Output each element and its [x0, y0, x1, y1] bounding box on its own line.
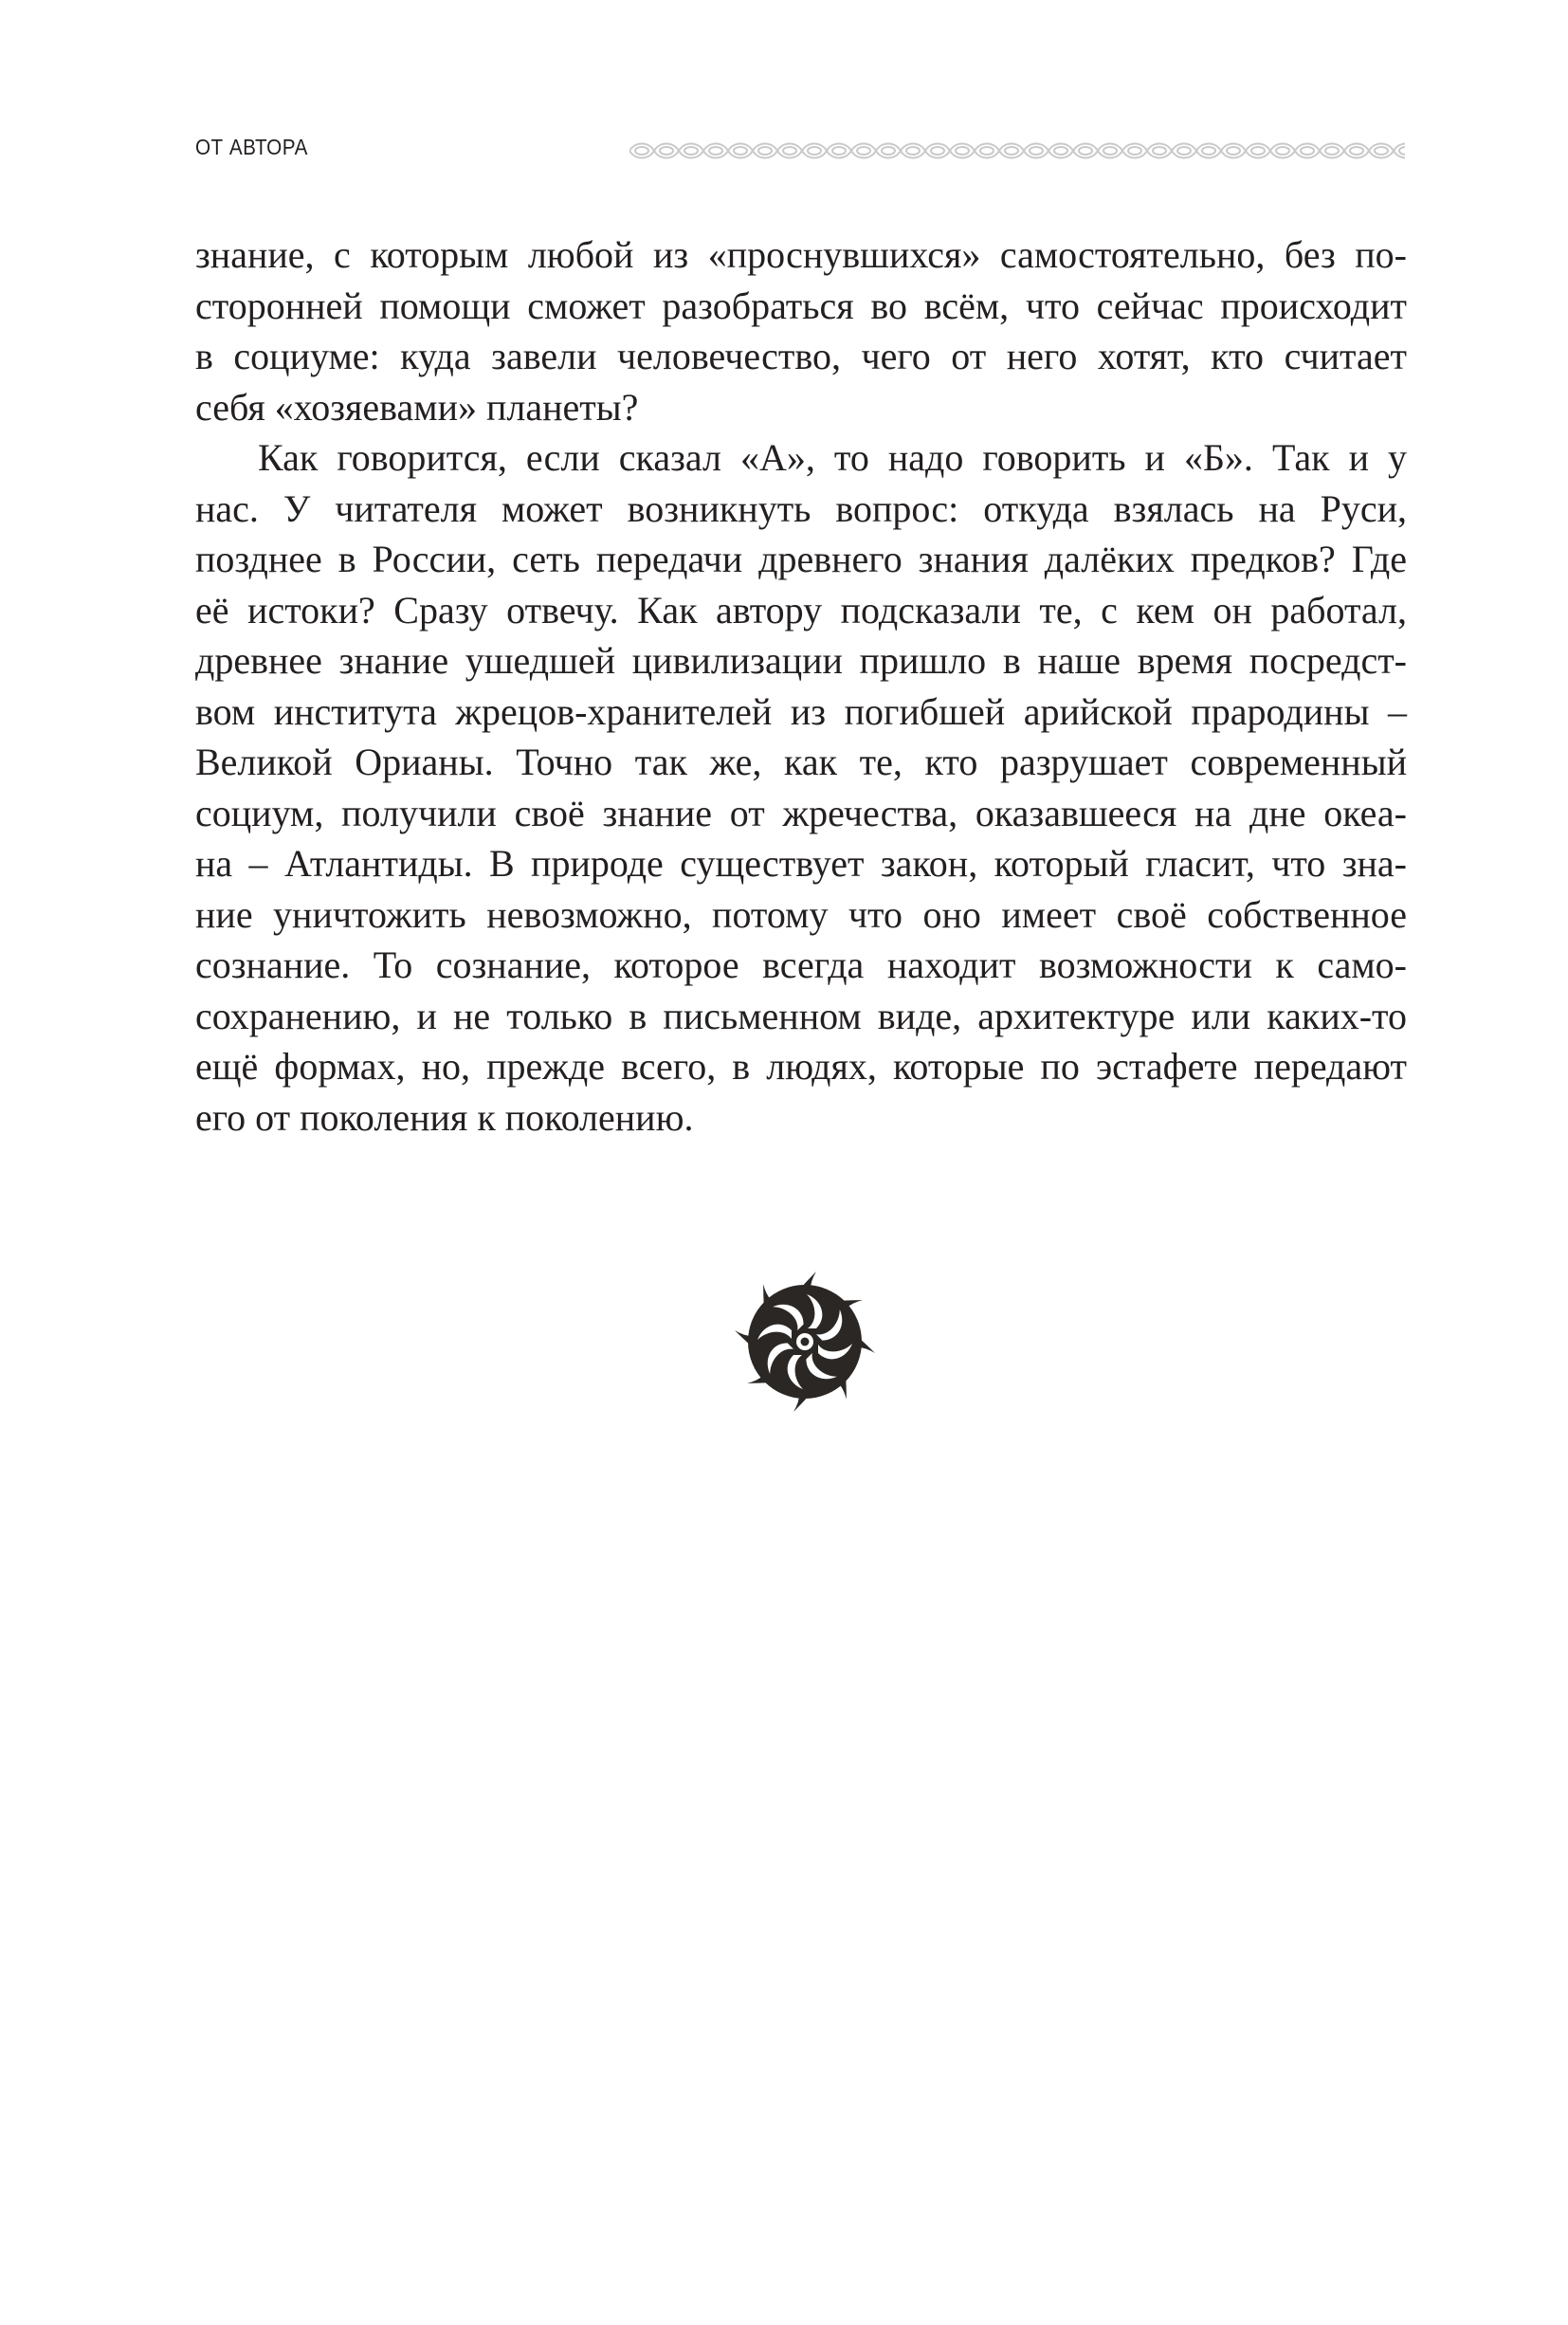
text-line: сохранению, и не только в письменном виде, архитектуре или каких-то	[195, 994, 1407, 1037]
text-line: нас. У читателя может возникнуть вопрос: откуда взялась на Руси,	[195, 486, 1407, 530]
braided-band-ornament-icon	[629, 140, 1405, 161]
paragraph-2	[195, 432, 1407, 1143]
text-line: на – Атлантиды. В природе существует закон, который гласит, что зна-	[195, 842, 1407, 885]
text-line: его от поколения к поколению.	[195, 1095, 694, 1139]
text-line: знание, с которым любой из «проснувшихся» самостоятельно, без по-	[195, 233, 1407, 276]
text-line: Великой Орианы. Точно так же, как те, кто разрушает современный	[195, 741, 1407, 783]
running-head: ОТ АВТОРА	[195, 135, 308, 159]
text-line: социум, получили своё знание от жречества, оказавшееся на дне океа-	[195, 791, 1407, 834]
text-line: в социуме: куда завели человечество, чего от него хотят, кто считает	[195, 335, 1407, 377]
solar-swirl-symbol-icon	[734, 1271, 876, 1413]
text-line: ние уничтожить невозможно, потому что оно имеет своё собственное	[195, 892, 1407, 936]
body-text	[195, 229, 1407, 1143]
text-line: вом института жрецов-хранителей из погибшей арийской прародины –	[195, 689, 1407, 733]
text-line: позднее в России, сеть передачи древнего знания далёких предков? Где	[195, 538, 1407, 580]
text-line: древнее знание ушедшей цивилизации пришло в наше время посредст-	[195, 639, 1407, 682]
text-line: Как говорится, если сказал «А», то надо говорить и «Б». Так и у	[258, 436, 1407, 479]
text-line: её истоки? Сразу отвечу. Как автору подсказали те, с кем он работал,	[195, 588, 1407, 632]
text-line: себя «хозяевами» планеты?	[195, 385, 639, 429]
text-line: ещё формах, но, прежде всего, в людях, которые по эстафете передают	[195, 1045, 1407, 1088]
paragraph-1	[195, 229, 1407, 432]
text-line: сознание. То сознание, которое всегда находит возможности к само-	[195, 943, 1407, 986]
text-line: сторонней помощи сможет разобраться во всём, что сейчас происходит	[195, 284, 1407, 327]
